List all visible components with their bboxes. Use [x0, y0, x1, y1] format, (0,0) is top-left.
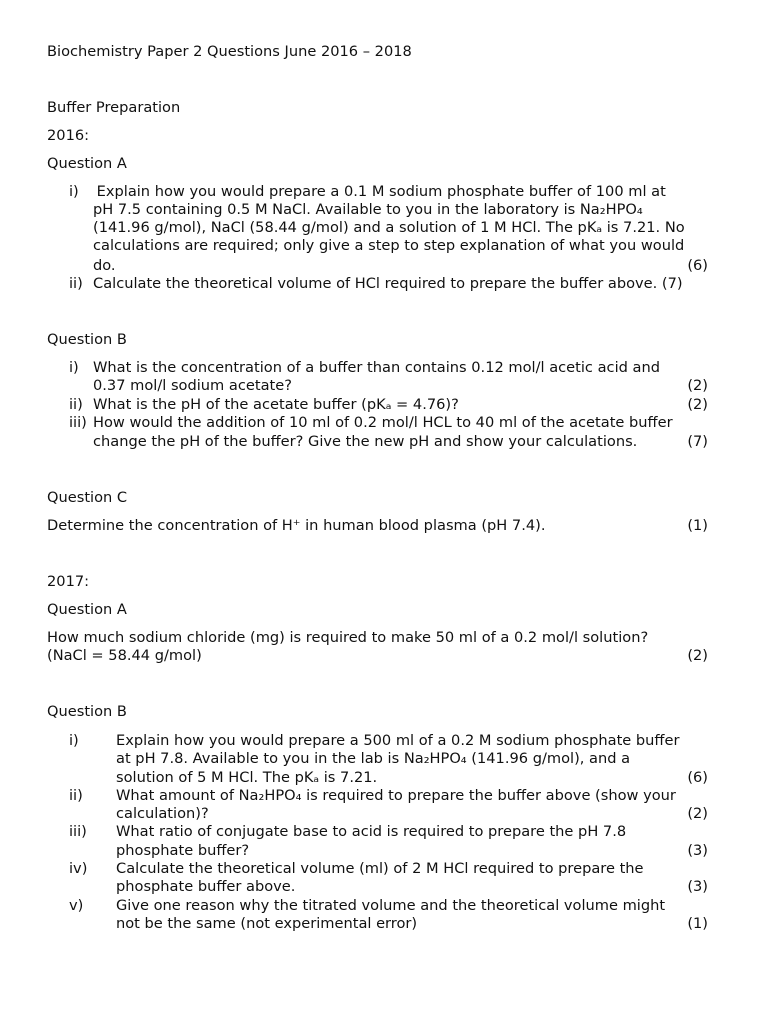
q2016a-i-line4: calculations are required; only give a step to step explanation of what you would [93, 237, 685, 254]
q2016b-ii-line1: What is the pH of the acetate buffer (pKₐ = 4.76)? [93, 396, 459, 413]
q2016b-heading: Question B [47, 331, 127, 348]
q2017b-ii-number: ii) [69, 787, 83, 804]
q2017b-i-line1: Explain how you would prepare a 500 ml of a 0.2 M sodium phosphate buffer [116, 732, 680, 749]
q2017b-iii-line2: phosphate buffer? [116, 842, 250, 859]
q2016b-ii-number: ii) [69, 396, 83, 413]
year-2017-heading: 2017: [47, 573, 90, 590]
q2016b-ii-marks: (2) [687, 396, 708, 413]
q2016b-iii-line1: How would the addition of 10 ml of 0.2 mol/l HCL to 40 ml of the acetate buffer [93, 414, 673, 431]
section-heading: Buffer Preparation [47, 99, 181, 116]
q2017b-iv-marks: (3) [687, 878, 708, 895]
q2017b-i-number: i) [69, 732, 79, 749]
year-2016-heading: 2016: [47, 127, 90, 144]
q2016b-i-line2: 0.37 mol/l sodium acetate? [93, 377, 292, 394]
q2016b-i-marks: (2) [687, 377, 708, 394]
q2017a-marks: (2) [687, 647, 708, 664]
q2016b-i-number: i) [69, 359, 79, 376]
q2016a-i-line5: do. [93, 257, 116, 274]
q2017b-i-line2: at pH 7.8. Available to you in the lab is Na₂HPO₄ (141.96 g/mol), and a [116, 750, 631, 767]
q2017b-i-marks: (6) [687, 769, 708, 786]
q2017b-ii-line1: What amount of Na₂HPO₄ is required to prepare the buffer above (show your [116, 787, 676, 804]
q2017b-iii-number: iii) [69, 823, 87, 840]
q2017b-iv-line1: Calculate the theoretical volume (ml) of 2 M HCl required to prepare the [116, 860, 644, 877]
q2017b-iv-line2: phosphate buffer above. [116, 878, 296, 895]
q2017b-v-marks: (1) [687, 915, 708, 932]
q2017a-line2: (NaCl = 58.44 g/mol) [47, 647, 202, 664]
q2016a-i-line3: (141.96 g/mol), NaCl (58.44 g/mol) and a solution of 1 M HCl. The pKₐ is 7.21. No [93, 219, 685, 236]
page-title: Biochemistry Paper 2 Questions June 2016 – 2018 [47, 43, 412, 60]
q2016b-iii-marks: (7) [687, 433, 708, 450]
q2016b-iii-number: iii) [69, 414, 87, 431]
q2017b-v-line1: Give one reason why the titrated volume and the theoretical volume might [116, 897, 666, 914]
q2016b-iii-line2: change the pH of the buffer? Give the new pH and show your calculations. [93, 433, 638, 450]
q2016c-marks: (1) [687, 517, 708, 534]
q2016a-i-line1: Explain how you would prepare a 0.1 M sodium phosphate buffer of 100 ml at [92, 183, 666, 200]
q2017a-heading: Question A [47, 601, 127, 618]
q2017b-ii-marks: (2) [687, 805, 708, 822]
q2016b-i-line1: What is the concentration of a buffer than contains 0.12 mol/l acetic acid and [93, 359, 660, 376]
q2017b-iii-line1: What ratio of conjugate base to acid is required to prepare the pH 7.8 [116, 823, 627, 840]
q2017b-iii-marks: (3) [687, 842, 708, 859]
q2016c-heading: Question C [47, 489, 128, 506]
q2016a-i-marks: (6) [687, 257, 708, 274]
q2017b-v-line2: not be the same (not experimental error) [116, 915, 418, 932]
q2017b-iv-number: iv) [69, 860, 88, 877]
q2016c-text: Determine the concentration of H⁺ in human blood plasma (pH 7.4). [47, 517, 546, 534]
q2017b-i-line3: solution of 5 M HCl. The pKₐ is 7.21. [116, 769, 378, 786]
q2016a-heading: Question A [47, 155, 127, 172]
q2017a-line1: How much sodium chloride (mg) is required to make 50 ml of a 0.2 mol/l solution? [47, 629, 649, 646]
q2016a-i-number: i) [69, 183, 79, 200]
q2016a-ii-number: ii) [69, 275, 83, 292]
q2016a-i-line2: pH 7.5 containing 0.5 M NaCl. Available to you in the laboratory is Na₂HPO₄ [93, 201, 643, 218]
q2016a-ii-line1: Calculate the theoretical volume of HCl required to prepare the buffer above. (7) [93, 275, 683, 292]
q2017b-heading: Question B [47, 703, 127, 720]
q2017b-ii-line2: calculation)? [116, 805, 209, 822]
q2017b-v-number: v) [69, 897, 84, 914]
